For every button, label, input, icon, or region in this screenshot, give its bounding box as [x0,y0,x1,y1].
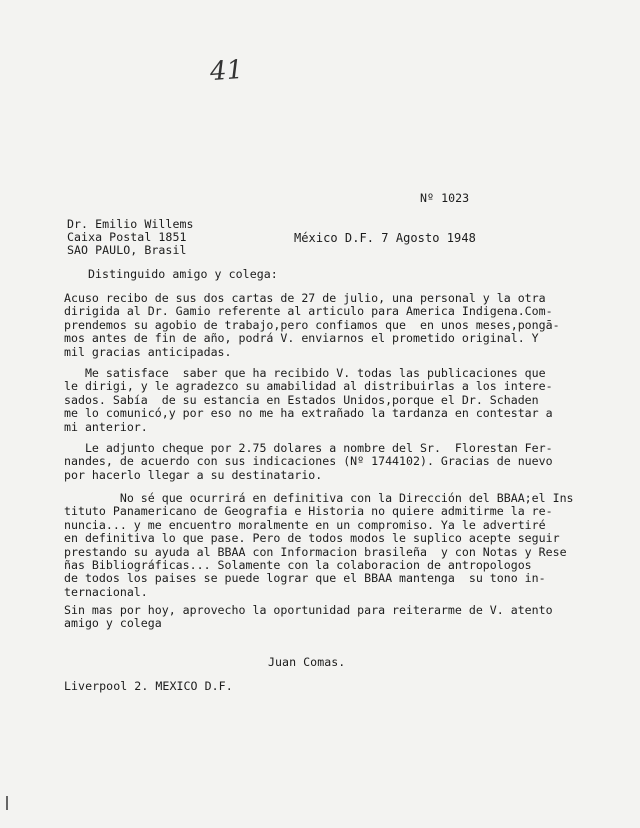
place-date: México D.F. 7 Agosto 1948 [294,231,476,245]
paragraph-line: tituto Panamericano de Geografia e Historia no quiere admitirme la re- [64,504,553,519]
paragraph-line: prendemos su agobio de trabajo,pero confiamos que en unos meses,pongā- [64,317,560,332]
paragraph-line: me lo comunicó,y por eso no me ha extrañado la tardanza en contestar a [64,406,553,421]
handwritten-page-number: 41 [208,54,245,88]
paragraph-line: sados. Sabía de su estancia en Estados Unidos,porque el Dr. Schaden [64,392,539,407]
paragraph-line: Sin mas por hoy, aprovecho la oportunidad para reiterarme de V. atento [64,603,553,617]
paragraph-line: ñas Bibliográficas... Solamente con la colaboracion de antropologos [64,558,532,573]
paragraph-line: Le adjunto cheque por 2.75 dolares a nombre del Sr. Florestan Fer- [64,441,553,455]
paragraph-line: Me satisface saber que ha recibido V. todas las publicaciones que [64,366,546,380]
paragraph-4 [64,492,604,599]
paragraph-2 [64,367,604,434]
salutation: Distinguido amigo y colega: [88,267,278,281]
paragraph-3 [64,442,604,482]
paragraph-line: amigo y colega [64,616,162,631]
paragraph-line: le dirigi, y le agradezco su amabilidad al distribuirlas a los intere- [64,379,553,394]
sender-address: Liverpool 2. MEXICO D.F. [64,679,233,693]
paragraph-line: mos antes de fin de año, podrá V. enviarnos el prometido original. Y [64,331,539,346]
paragraph-line: de todos los paises se puede lograr que el BBAA mantenga su tono in- [64,571,546,586]
paragraph-line: nuncia... y me encuentro moralmente en un compromiso. Ya le advertiré [64,517,546,532]
paragraph-1 [64,292,604,359]
paragraph-line: ternacional. [64,584,148,599]
signature: Juan Comas. [268,655,346,669]
paragraph-line: mil gracias anticipadas. [64,344,232,359]
paragraph-line: dirigida al Dr. Gamio referente al articulo para America Indigena.Com- [64,304,553,319]
paragraph-line: mi anterior. [64,419,148,434]
paragraph-line: No sé que ocurrirá en definitiva con la Dirección del BBAA;el Ins [64,491,574,505]
paragraph-line: en definitiva lo que pase. Pero de todos modos le suplico acepte seguir [64,531,560,546]
recipient-city: SAO PAULO, Brasil [67,243,187,257]
paragraph-line: prestando su ayuda al BBAA con Informacion brasileña y con Notas y Rese [64,544,567,559]
paragraph-line: nandes, de acuerdo con sus indicaciones (Nº 1744102). Gracias de nuevo [64,454,553,469]
page-edge-mark [6,796,8,810]
paragraph-line: por hacerlo llegar a su destinatario. [64,467,323,482]
paragraph-line: Acuso recibo de sus dos cartas de 27 de julio, una personal y la otra [64,291,546,305]
recipient-postal-box: Caixa Postal 1851 [67,230,187,244]
paragraph-closing [64,604,604,631]
recipient-name: Dr. Emilio Willems [67,217,194,231]
letter-number: Nº 1023 [420,191,470,205]
